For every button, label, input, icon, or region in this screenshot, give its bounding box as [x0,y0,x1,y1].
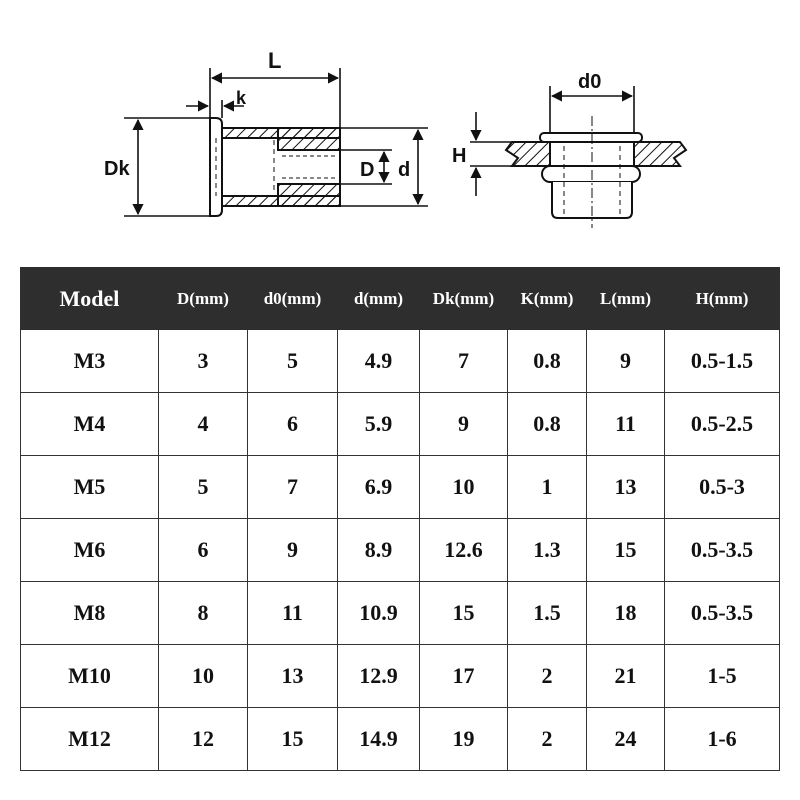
table-cell: 5 [248,330,338,393]
table-cell: 13 [248,645,338,708]
table-row [21,582,780,645]
table-row [21,645,780,708]
label-D: D [360,159,375,181]
model-cell: M4 [21,393,159,456]
thread-wall-top [278,128,340,150]
table-cell: 7 [248,456,338,519]
table-cell: 5.9 [338,393,420,456]
table-cell: 11 [587,393,665,456]
table-cell: 0.5-3 [665,456,780,519]
table-cell: 9 [420,393,508,456]
table-cell: 6 [248,393,338,456]
table-cell: 12.6 [420,519,508,582]
rivet-head [540,133,642,142]
table-cell: 8.9 [338,519,420,582]
table-body [21,330,780,771]
table-cell: 1.5 [508,582,587,645]
mounted-view [506,116,686,228]
table-cell: 19 [420,708,508,771]
table-cell: 0.5-3.5 [665,519,780,582]
table-cell: 11 [248,582,338,645]
table-cell: 6.9 [338,456,420,519]
table-cell: 3 [159,330,248,393]
table-cell: 5 [159,456,248,519]
model-cell: M6 [21,519,159,582]
label-L: L [268,48,282,73]
column-header: H(mm) [665,268,780,330]
table-cell: 15 [248,708,338,771]
table-header-row [21,268,780,330]
table-row [21,393,780,456]
table-cell: 0.5-1.5 [665,330,780,393]
table-cell: 15 [587,519,665,582]
label-H: H [452,145,467,167]
table-cell: 0.8 [508,393,587,456]
table-cell: 0.5-3.5 [665,582,780,645]
table-cell: 8 [159,582,248,645]
table-cell: 10 [159,645,248,708]
table-cell: 10 [420,456,508,519]
rivet-bulge [542,166,640,182]
rivet-nut-dimension-diagram [0,0,800,260]
table-cell: 9 [248,519,338,582]
table-cell: 9 [587,330,665,393]
label-k: k [236,88,247,108]
model-cell: M3 [21,330,159,393]
table-cell: 21 [587,645,665,708]
label-d: d [398,159,411,181]
table-cell: 1.3 [508,519,587,582]
model-cell: M5 [21,456,159,519]
label-d0: d0 [578,71,602,93]
column-header: Dk(mm) [420,268,508,330]
table-cell: 10.9 [338,582,420,645]
column-header: K(mm) [508,268,587,330]
table-cell: 14.9 [338,708,420,771]
table-cell: 24 [587,708,665,771]
model-cell: M8 [21,582,159,645]
table-row [21,456,780,519]
table-cell: 12 [159,708,248,771]
table-cell: 17 [420,645,508,708]
table-cell: 4.9 [338,330,420,393]
table-cell: 4 [159,393,248,456]
table-cell: 12.9 [338,645,420,708]
column-header: L(mm) [587,268,665,330]
table-cell: 18 [587,582,665,645]
thread-wall-bottom [278,184,340,206]
plate-right [634,142,686,166]
table-cell: 2 [508,708,587,771]
model-cell: M12 [21,708,159,771]
table-row [21,519,780,582]
side-dimensions [124,68,428,216]
table-row [21,330,780,393]
column-header: Model [21,268,159,330]
table-cell: 7 [420,330,508,393]
table-cell: 6 [159,519,248,582]
table-cell: 2 [508,645,587,708]
table-cell: 13 [587,456,665,519]
column-header: D(mm) [159,268,248,330]
label-Dk: Dk [104,158,130,180]
table-cell: 1-5 [665,645,780,708]
plate-left [506,142,550,166]
column-header: d0(mm) [248,268,338,330]
table-cell: 0.8 [508,330,587,393]
table-cell: 0.5-2.5 [665,393,780,456]
specification-table [20,267,780,771]
table-cell: 15 [420,582,508,645]
side-view [210,118,340,216]
column-header: d(mm) [338,268,420,330]
table-cell: 1-6 [665,708,780,771]
table-row [21,708,780,771]
model-cell: M10 [21,645,159,708]
table-cell: 1 [508,456,587,519]
